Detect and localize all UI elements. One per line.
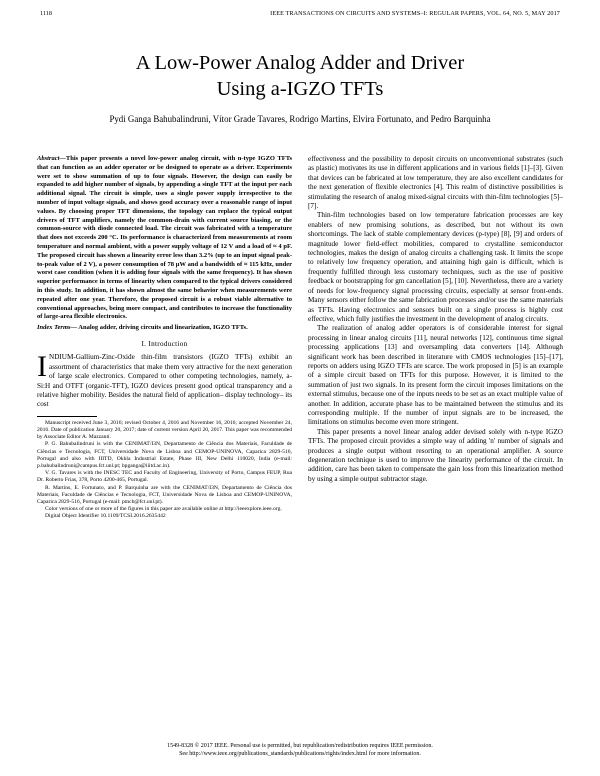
left-column xyxy=(37,155,292,521)
page-number: 1118 xyxy=(40,10,52,17)
footnote-rule xyxy=(37,416,97,417)
index-terms-label: Index Terms xyxy=(37,324,71,332)
footnote-color: Color versions of one or more of the figures in this paper are available online at http://ieeexplore.ieee.org. xyxy=(45,506,282,513)
right-column xyxy=(308,155,563,484)
abstract-label: Abstract xyxy=(37,155,60,162)
index-terms-text: — Analog adder, driving circuits and linearization, IGZO TFTs. xyxy=(70,324,248,332)
title-line-1: A Low-Power Analog Adder and Driver xyxy=(135,52,465,74)
body-paragraph: Thin-film technologies based on low temperature fabrication processes are key enablers of new promising solutions, as described, but not without its own shortcomings. The lack of stable complementary devices (p-type) [8], [9] and orders of magnitude lower field-effect mobilities, compared to crystalline semiconductor technologies, makes the design of analog circuits a challenging task. It limits the scope to relatively low frequency operation, and attaining high gain is difficult, which is frequently fulfilled through less customary techniques, such as the use of positive feedback or bootstrapping for gm cancellation [5], [10]. Nevertheless, there are a variety of needs for low-frequency signal processing circuits, especially at sensor front-ends. Many sensors either follow the same fabrication processes and/or use the same materials as TFTs. Having electronics and sensors built on a single process is highly cost effective, which fully justifies the investment in the development of analog circuits. xyxy=(308,211,563,323)
intro-paragraph xyxy=(37,350,292,409)
footnote-doi: Digital Object Identifier 10.1109/TCSI.2016.2635442 xyxy=(45,513,166,520)
body-paragraph: This paper presents a novel linear analog adder devised solely with n-type IGZO TFTs. The proposed circuit provides a simple way of adding 'n' number of signals and produces a single output without resorting to an operational amplifier. A source degeneration technique is used to improve the linearity performance of the circuit. In addition, care has been taken to compensate the gain loss from this linearization method by using a simple output subtractor stage. xyxy=(308,427,563,483)
journal-header: IEEE TRANSACTIONS ON CIRCUITS AND SYSTEMS–I: REGULAR PAPERS, VOL. 64, NO. 5, MAY 2017 xyxy=(270,10,560,17)
index-terms xyxy=(37,324,292,333)
body-paragraph: effectiveness and the possibility to deposit circuits on unconventional substrates (such as plastic) motivates its use in different applications and in various fields [1]–[3]. Given that devices can be fabricated at low temperature, they are also excellent candidates for the next generation of flexible electronics [4]. This realm of distinctive possibilities is stimulating the research of analog mixed-signal circuits with thin-film technologies [5]–[7]. xyxy=(308,155,563,211)
footnote-affiliation-3: R. Martins, E. Fortunato, and P. Barquinha are with the CENIMAT/I3N, Departamento de Ciência dos Materiais, Faculdade de Ciências e Tecnologia, FCT, Universidade Nova de Lisboa and CEMOP-UNINOVA, Caparica 2829-516, Portugal (e-mail: pmcb@fct.unl.pt). xyxy=(37,484,292,506)
abstract xyxy=(37,155,292,322)
abstract-text: —This paper presents a novel low-power analog circuit, with n-type IGZO TFTs that can function as an adder operator or be designed to operate as a driver. Experiments were set to show summation of up to four signals. However, the design can easily be expanded to add higher number of signals, by appending a single TFT at the input per each additional signal. The circuit is simple, uses a single power supply irrespective to the number of input voltage signals, and shows good accuracy over a reasonable range of input values. By choosing proper TFT dimensions, the topology can replace the typical output drivers of TFT amplifiers, namely the common-drain with current source biasing, or the common-source with diode connected load. The circuit was fabricated with a temperature that does not exceeds 200 °C. Its performance is characterized from measurements at room temperature and normal ambient, with a power supply voltage of 12 V and a load of ≈ 4 pF. The proposed circuit has shown a linearity error less than 3.2% (up to an input signal peak-to-peak value of 2 V), a power consumption of 78 μW and a bandwidth of ≈ 115 kHz, under worst case condition (when it is adding four signals with the same frequency). It has shown superior performance in terms of linearity when compared to the typical drivers considered in this study. In addition, it has shown almost the same behavior when measurements were repeated after one year. Therefore, the proposed circuit is a robust viable alternative to conventional approaches, being more compact, and contributes to increase the functionality of large-area flexible electronics. xyxy=(37,155,292,321)
section-heading-introduction: I. Introduction xyxy=(141,339,188,348)
footnote-received: Manuscript received June 3, 2016; revised October 4, 2016 and November 16, 2016; accepted November 24, 2016. Date of publication January 20, 2017; date of current version April 20, 2017. This paper was recommended by Associate Editor A. Mazzanti. xyxy=(37,419,292,441)
author-list: Pydi Ganga Bahubalindruni, Vítor Grade Tavares, Rodrigo Martins, Elvira Fortunato, and Pedro Barquinha xyxy=(109,114,491,124)
footnote-affiliation-1: P. G. Bahubalindruni is with the CENIMAT/I3N, Departamento de Ciência dos Materiais, Faculdade de Ciências e Tecnologia, FCT, Universidade Nova de Lisboa and CEMOP-UNINOVA, Caparica 2829-516, Portugal and also with IIITD, Okhla Industrial Estate, Phase III, New Delhi 110020, India (e-mail: p.bahubalindruni@campus.fct.unl.pt; bpganga@iiitd.ac.in). xyxy=(37,441,292,469)
title-line-2: Using a-IGZO TFTs xyxy=(216,78,384,100)
footnote-affiliation-2: V. G. Tavares is with the INESC TEC and Faculty of Engineering, University of Porto, Campus FEUP, Rua Dr. Roberto Frias, 378, Porto 4200-465, Portugal. xyxy=(37,470,292,484)
paper-title xyxy=(0,50,600,102)
copyright-footer xyxy=(0,742,600,758)
body-paragraph: The realization of analog adder operators is of considerable interest for signal processing in linear analog circuits [11], neural networks [12], continuous time signal processing applications [13] and oversampling data converters [14]. Although significant work has been described in literature with CMOS technologies [15]–[17], reports on adders using IGZO TFTs are scarce. The work proposed in [5] is an example of a simple circuit based on TFTs for this purpose. However, it is limited to the summation of just two signals. In its present form the circuit imposes limitations on the external stimulus, because one of the inputs needs to be set as an exact multiple value of another. In addition, accurate phase has to be maintained between the stimulus and its corresponding multiple. If the number of input signals are to be increased, the limitations on stimulus become even more stringent. xyxy=(308,324,563,427)
rights-link-line: See http://www.ieee.org/publications_standards/publications/rights/index.html for more information. xyxy=(179,751,421,757)
intro-text: NDIUM-Gallium-Zinc-Oxide thin-film transistors (IGZO TFTs) exhibit an assortment of characteristics that make them very attractive for the next generation of large scale electronics. Compared to other competing technologies, namely, a-Si:H and OTFT (organic-TFT), IGZO devices present good optical transparency and a relative higher mobility. Besides the natural field of application– display technology– its cost xyxy=(37,353,292,409)
copyright-line: 1549-8328 © 2017 IEEE. Personal use is permitted, but republication/redistribution requires IEEE permission. xyxy=(167,743,433,749)
drop-cap: I xyxy=(37,350,47,384)
